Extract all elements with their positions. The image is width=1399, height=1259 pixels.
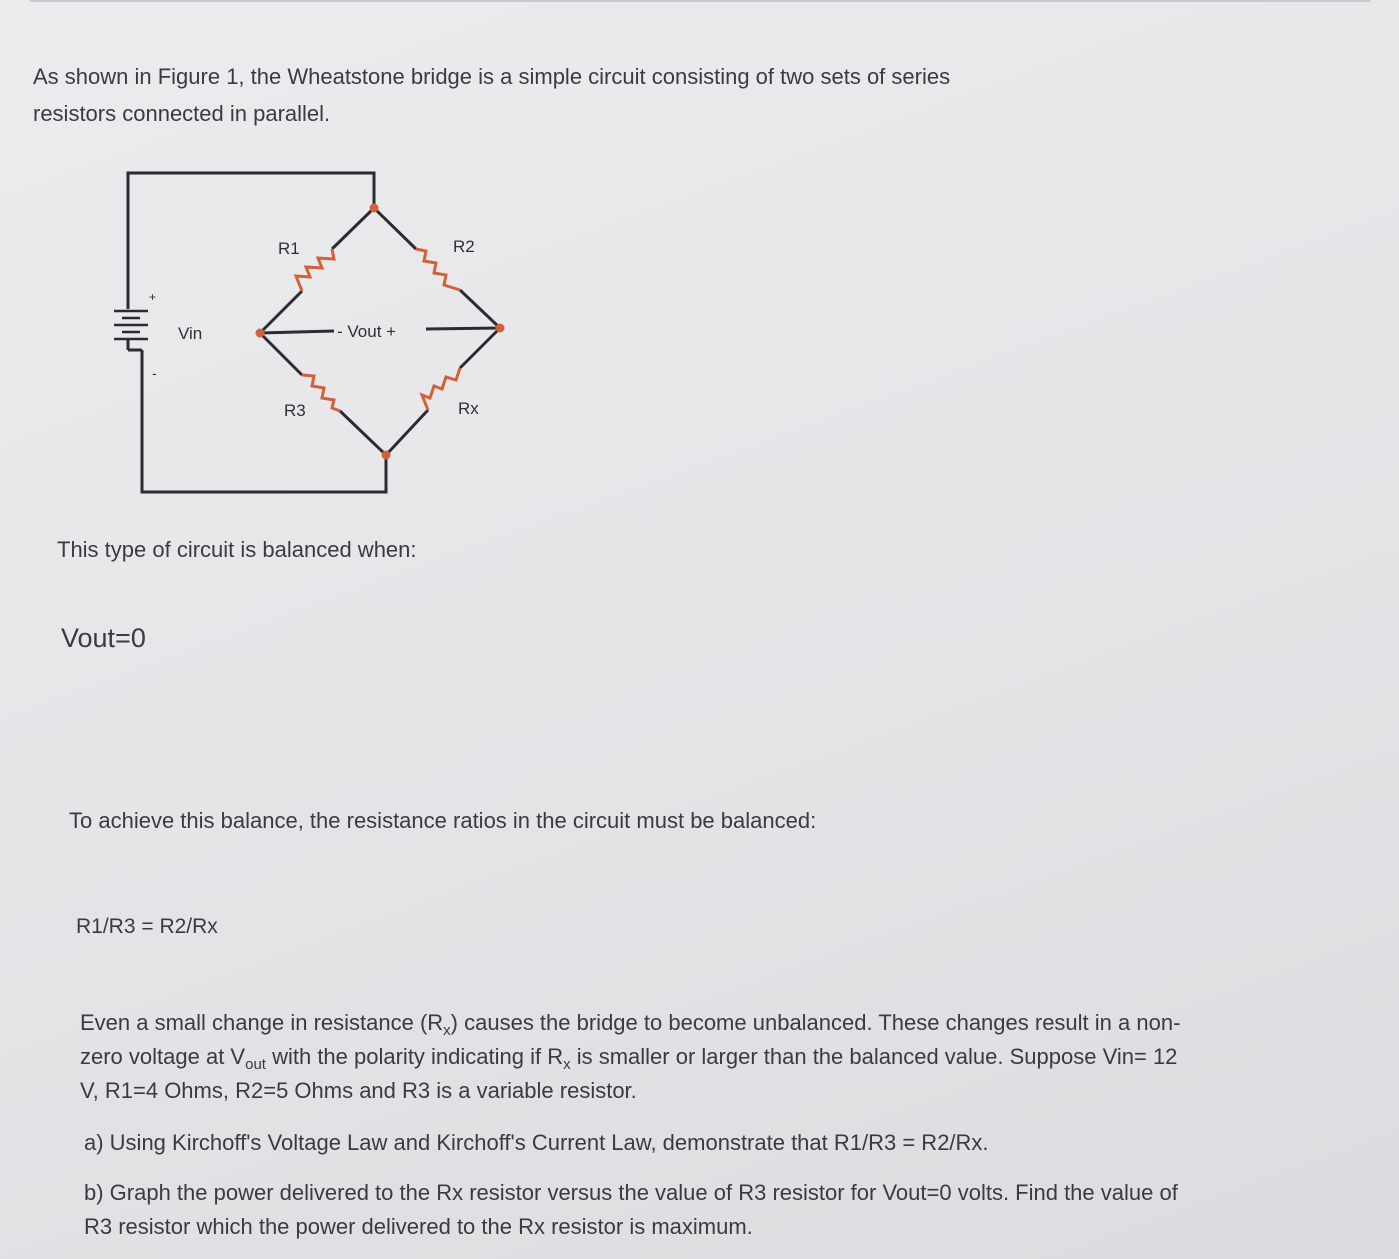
vout-wire-left	[260, 331, 334, 333]
label-r2: R2	[453, 237, 475, 256]
intro-line-2: resistors connected in parallel.	[33, 101, 331, 126]
resistor-rx	[422, 368, 460, 410]
question-b-line-2: R3 resistor which the power delivered to the Rx resistor is maximum.	[84, 1214, 753, 1239]
outer-top-wire	[128, 173, 374, 293]
ratio-equation: R1/R3 = R2/Rx	[76, 915, 218, 938]
node-right	[496, 324, 505, 333]
outer-bottom-wire	[142, 356, 386, 492]
arm-bottom-left-a	[260, 333, 302, 375]
label-battery-plus: +	[149, 290, 157, 304]
label-vin: Vin	[178, 324, 203, 343]
vout-wire-right	[426, 328, 500, 329]
balanced-when-text: This type of circuit is balanced when:	[57, 537, 417, 562]
unbalance-paragraph	[80, 1006, 1180, 1108]
wheatstone-bridge-figure	[100, 150, 520, 510]
node-bottom	[382, 451, 391, 460]
achieve-balance-text: To achieve this balance, the resistance ratios in the circuit must be balanced:	[69, 808, 817, 833]
arm-top-left-a	[332, 208, 374, 249]
vout-condition: Vout=0	[61, 623, 146, 653]
label-vout: - Vout +	[337, 322, 397, 341]
node-left	[256, 329, 265, 338]
arm-bottom-left-b	[340, 411, 386, 455]
resistor-r1	[296, 249, 334, 291]
node-top	[370, 204, 379, 213]
label-rx: Rx	[458, 399, 479, 418]
arm-top-left-b	[260, 291, 302, 333]
label-r1: R1	[278, 239, 300, 258]
arm-bottom-right-b	[386, 410, 428, 455]
para-line-1: Even a small change in resistance $(R_x)$ causes the bridge to become unbalanced. These changes result in a non-	[80, 1010, 1181, 1039]
label-battery-minus: -	[152, 365, 157, 381]
para-line-2: zero voltage at $V_{out}$ with the polarity indicating if $R_x$ is smaller or larger than the balanced value. Suppose Vin= 12	[80, 1044, 1178, 1073]
battery-symbol	[114, 293, 148, 356]
question-b	[84, 1176, 1178, 1244]
question-a: a) Using Kirchoff's Voltage Law and Kirchoff's Current Law, demonstrate that R1/R3 = R2/Rx.	[84, 1130, 989, 1155]
intro-line-1: As shown in Figure 1, the Wheatstone bridge is a simple circuit consisting of two sets of series	[33, 64, 951, 89]
arm-top-right-b	[460, 290, 500, 328]
arm-top-right-a	[374, 208, 416, 249]
para-line-3: V, R1=4 Ohms, R2=5 Ohms and R3 is a variable resistor.	[80, 1078, 637, 1103]
label-r3: R3	[284, 401, 306, 420]
resistor-r3	[302, 375, 340, 411]
arm-bottom-right-a	[460, 328, 500, 368]
page-top-edge	[30, 0, 1370, 2]
question-b-line-1: b) Graph the power delivered to the Rx resistor versus the value of R3 resistor for Vout=0 volts. Find the value of	[84, 1180, 1178, 1205]
intro-text	[33, 58, 950, 132]
